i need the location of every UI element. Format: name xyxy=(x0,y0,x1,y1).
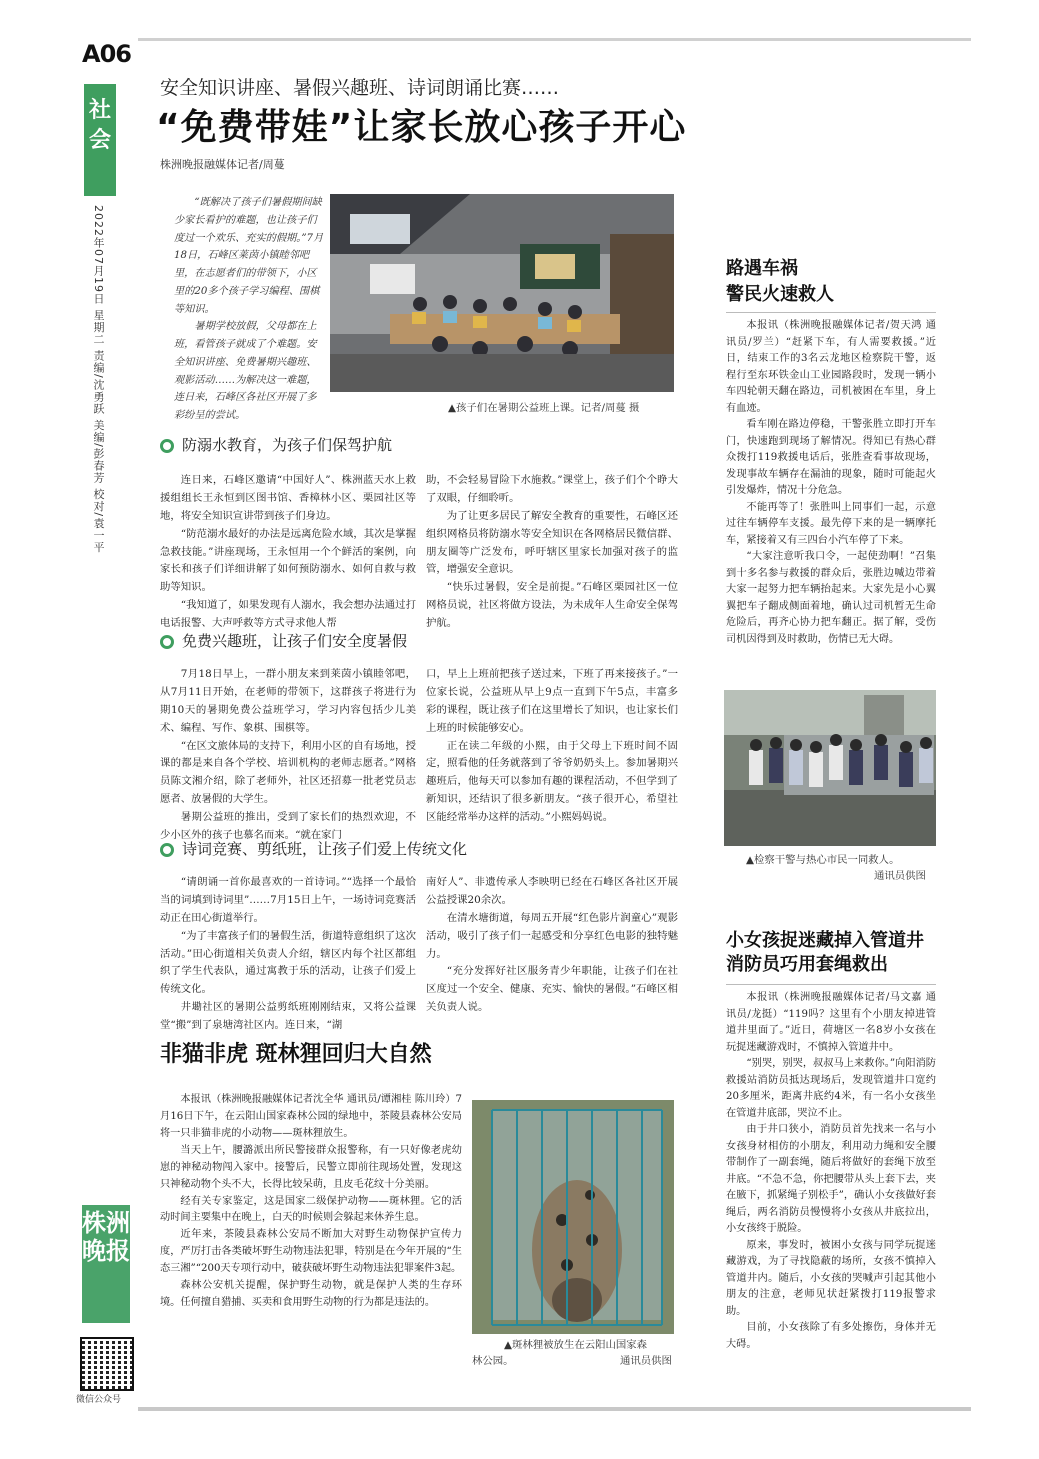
s2-col2 xyxy=(426,666,678,827)
story4-body xyxy=(726,990,936,1353)
paragraph: “大家注意听我口令，一起使劲啊！”召集到十多名参与救援的群众后，张胜边喊边带着大家一起努力把车辆抬起来。大家先是小心翼翼把车子翻成侧面着地，确认过司机暂无生命危险后，再齐心协力把车翻正。据了解，受伤司机因得到及时救助，伤情已无大碍。 xyxy=(726,551,936,645)
paragraph: 不能再等了！张胜叫上同事们一起，示意过往车辆停车支援。最先停下来的是一辆摩托车，紧接着又有三四台小汽车停了下来。 xyxy=(726,501,936,546)
story4-headline-1: 小女孩捉迷藏掉入管道井 xyxy=(726,930,924,951)
paragraph: “别哭，别哭，叔叔马上来救你。”向阳消防救援站消防员抵达现场后，发现管道井口宽约20多厘米，距离井底约4米，有一名小女孩坐在管道井底部，哭泣不止。 xyxy=(726,1058,936,1119)
paragraph: “为了丰富孩子们的暑假生活，街道特意组织了这次活动。”田心街道相关负责人介绍，辖区内每个社区都组织了学生代表队，通过寓教于乐的活动，让孩子们爱上传统文化。 xyxy=(160,929,416,996)
main-headline: “免费带娃”让家长放心孩子开心 xyxy=(156,107,687,148)
paragraph: 井墈社区的暑期公益剪纸班刚刚结束，又将公益课堂“搬”到了泉塘湾社区内。连日来，“湖 xyxy=(160,1001,416,1032)
paragraph: 南好人”、非遗传承人李映明已经在石峰区各社区开展公益授课20余次。 xyxy=(426,876,678,906)
story3-rule xyxy=(726,312,936,313)
paragraph: “我知道了，如果发现有人溺水，我会想办法通过打电话报警、大声呼救等方式寻求他人帮 xyxy=(160,599,416,630)
subhead-drowning xyxy=(160,434,392,457)
story3-body xyxy=(726,318,936,648)
civet-caption-1: ▲斑林狸被放生在云阳山国家森 xyxy=(504,1339,648,1351)
bottom-rule xyxy=(138,1407,971,1411)
intro-para: 暑期学校放假，父母都在上班，看管孩子就成了个难题。安全知识讲座、免费暑期兴趣班、观影活动……为解决这一难题，连日来，石峰区各社区开展了多彩纷呈的尝试。 xyxy=(174,321,317,421)
rescue-credit: 通讯员供图 xyxy=(874,870,926,882)
paragraph: 本报讯（株洲晚报融媒体记者沈全华 通讯员/谭湘桂 陈川玲）7月16日下午，在云阳山国家森林公园的绿地中，茶陵县森林公安局将一只非猫非虎的小动物——斑林狸放生。 xyxy=(160,1094,462,1139)
s3-col1 xyxy=(160,874,416,1035)
rescue-photo xyxy=(724,690,936,846)
kicker: 安全知识讲座、暑假兴趣班、诗词朗诵比赛…… xyxy=(160,77,560,99)
byline: 株洲晚报融媒体记者/周蔓 xyxy=(160,158,285,171)
paragraph: 为了让更多居民了解安全教育的重要性，石峰区还组织网格员将防溺水等安全知识在各网格居民微信群、朋友圈等广泛发布，呼吁辖区里家长加强对孩子的监管，增强安全意识。 xyxy=(426,509,678,576)
page-number: A06 xyxy=(82,40,131,68)
civet-caption-2: 林公园。 xyxy=(472,1355,514,1367)
qr-code-icon[interactable] xyxy=(80,1337,134,1391)
story2-headline: 非猫非虎 斑林狸回归大自然 xyxy=(160,1042,432,1067)
civet-photo-image xyxy=(472,1100,674,1334)
paragraph: 本报讯（株洲晚报融媒体记者/贺天鸿 通讯员/罗兰）“赶紧下车，有人需要救援。”近日，结束工作的3名云龙地区检察院干警，返程行至东环铁金山工业园路段时，发现一辆小车四轮朝天翻在路边，司机被困在车里，身上有血迹。 xyxy=(726,320,936,414)
paragraph: 连日来，石峰区邀请“中国好人”、株洲蓝天水上救援组组长王永恒到区图书馆、香樟林小区、栗园社区等地，将安全知识宣讲带到孩子们身边。 xyxy=(160,474,416,522)
paragraph: 暑期公益班的推出，受到了家长们的热烈欢迎，不少小区外的孩子也慕名而来。“就在家门 xyxy=(160,811,416,842)
intro-para: “既解决了孩子们暑假期间缺少家长看护的难题，也让孩子们度过一个欢乐、充实的假期。”7月18日，石峰区莱茵小镇睦邻吧里，在志愿者们的带领下，小区里的20多个孩子学习编程、围棋等知识。 xyxy=(174,197,324,315)
subhead-text: 免费兴趣班，让孩子们安全度暑假 xyxy=(182,632,408,650)
rescue-caption: ▲检察干警与热心市民一同救人。 xyxy=(746,854,900,866)
paragraph: 正在读二年级的小熙，由于父母上下班时间不固定，照看他的任务就落到了爷爷奶奶头上。参加暑期兴趣班后，他每天可以参加有趣的课程活动，不但学到了新知识，还结识了很多新朋友。“孩子很开心，希望社区能经常举办这样的活动。”小熙妈妈说。 xyxy=(426,739,678,824)
rescue-photo-image xyxy=(724,690,936,846)
paragraph: 近年来，茶陵县森林公安局不断加大对野生动物保护宣传力度，严厉打击各类破坏野生动物违法犯罪，特别是在今年开展的“生态三湘”“200天专项行动中，破获破坏野生动物违法犯罪案件3起。 xyxy=(160,1229,462,1275)
paragraph: “在区文旅体局的支持下，利用小区的自有场地，授课的都是来自各个学校、培训机构的老师志愿者。”网格员陈文湘介绍，除了老师外，社区还招募一批老党员志愿者、放暑假的大学生。 xyxy=(160,739,416,806)
section-tag xyxy=(84,84,116,196)
paragraph: “快乐过暑假，安全是前提。”石峰区栗园社区一位网格员说，社区将做方设法，为未成年人生命安全保驾护航。 xyxy=(426,581,678,630)
paragraph: 经有关专家鉴定，这是国家二级保护动物——斑林狸。它的活动时间主要集中在晚上，白天的时候则会躲起来休养生息。 xyxy=(160,1195,462,1224)
newspaper-logo: 株洲晚报 xyxy=(82,1205,130,1323)
paragraph: “防范溺水最好的办法是远离危险水域，其次是掌握急救技能。”讲座现场，王永恒用一个个鲜活的案例，向家长和孩子们详细讲解了如何预防溺水、如何自救与救助等知识。 xyxy=(160,527,416,594)
top-rule xyxy=(138,38,971,41)
bullet-icon xyxy=(160,843,174,857)
s1-col1 xyxy=(160,472,416,633)
bullet-icon xyxy=(160,439,174,453)
civet-credit: 通讯员供图 xyxy=(620,1355,672,1367)
story3-headline-2: 警民火速救人 xyxy=(726,284,834,305)
s2-col1 xyxy=(160,666,416,845)
paragraph: 看车刚在路边停稳，干警张胜立即打开车门，快速跑到现场了解情况。得知已有热心群众拨打119救援电话后，张胜查看事故现场，发现事故车辆存在漏油的现象，随时可能起火引发爆炸，情况十分危急。 xyxy=(726,419,936,497)
story4-rule xyxy=(726,984,936,985)
subhead-culture xyxy=(160,838,467,861)
paragraph: 在清水塘街道，每周五开展“红色影片润童心”观影活动，吸引了孩子们一起感受和分享红色电影的独特魅力。 xyxy=(426,911,678,960)
paragraph: 口，早上上班前把孩子送过来，下班了再来接孩子。”一位家长说，公益班从早上9点一直到下午5点，丰富多彩的课程，既让孩子们在这里增长了知识，也让家长们上班的时候能够安心。 xyxy=(426,668,678,734)
s1-col2 xyxy=(426,472,678,633)
subhead-text: 诗词竞赛、剪纸班，让孩子们爱上传统文化 xyxy=(182,840,468,858)
subhead-text: 防溺水教育，为孩子们保驾护航 xyxy=(182,436,393,454)
dateline: 2022年07月19日 星期二 责编/沈勇跃 美编/彭春芳 校对/袁一平 xyxy=(92,205,105,554)
wechat-label: 微信公众号 xyxy=(76,1395,122,1405)
section-label: 社会 xyxy=(88,98,111,153)
intro xyxy=(174,194,324,425)
paragraph: “请朗诵一首你最喜欢的一首诗词。”“选择一个最恰当的词填到诗词里”……7月15日上午，一场诗词竞赛活动正在田心街道举行。 xyxy=(160,876,416,924)
civet-photo xyxy=(472,1100,674,1334)
paragraph: 原来，事发时，被困小女孩与同学玩捉迷藏游戏，为了寻找隐蔽的场所，女孩不慎掉入管道井内。随后，小女孩的哭喊声引起其他小朋友的注意，老师见状赶紧拨打119报警求助。 xyxy=(726,1239,936,1317)
paragraph: “充分发挥好社区服务青少年职能，让孩子们在社区度过一个安全、健康、充实、愉快的暑假。”石峰区相关负责人说。 xyxy=(426,965,678,1014)
paragraph: 7月18日早上，一群小朋友来到莱茵小镇睦邻吧，从7月11日开始，在老师的带领下，这群孩子将进行为期10天的暑期免费公益班学习，学习内容包括少儿美术、编程、写作、象棋、围棋等。 xyxy=(160,668,416,734)
paragraph: 由于井口狭小，消防员首先找来一名与小女孩身材相仿的小朋友，利用动力绳和安全腰带制作了一副套绳，随后将做好的套绳下放至井底。“不急不急，你把腰带从头上套下去，夹在腋下，抓紧绳子别松手”，确认小女孩做好套绳后，两名消防员慢慢将小女孩从井底拉出，小女孩终于脱险。 xyxy=(726,1124,936,1235)
story3-headline-1: 路遇车祸 xyxy=(726,258,798,279)
paragraph: 森林公安机关提醒，保护野生动物，就是保护人类的生存环境。任何擅自猎捕、买卖和食用野生动物的行为都是违法的。 xyxy=(160,1280,462,1309)
subhead-free-class xyxy=(160,630,407,653)
story4-headline-2: 消防员巧用套绳救出 xyxy=(726,954,888,975)
paragraph: 本报讯（株洲晚报融媒体记者/马文嘉 通讯员/龙挺）“119吗？这里有个小朋友掉进管道井里面了。”近日，荷塘区一名8岁小女孩在玩捉迷藏游戏时，不慎掉入管道井中。 xyxy=(726,992,936,1053)
paragraph: 目前，小女孩除了有多处擦伤，身体并无大碍。 xyxy=(726,1322,936,1350)
classroom-photo-image xyxy=(330,194,674,392)
classroom-photo xyxy=(330,194,674,392)
classroom-caption: ▲孩子们在暑期公益班上课。记者/周蔓 摄 xyxy=(448,402,640,414)
bullet-icon xyxy=(160,635,174,649)
paragraph: 当天上午，腰潞派出所民警接群众报警称，有一只好像老虎幼崽的神秘动物闯入家中。接警后，民警立即前往现场处置，发现这只神秘动物个头不大，长得比较呆萌，且皮毛花纹十分美丽。 xyxy=(160,1144,462,1190)
paragraph: 助，不会轻易冒险下水施救。”课堂上，孩子们个个睁大了双眼，仔细聆听。 xyxy=(426,474,678,504)
story2-body xyxy=(160,1092,462,1312)
s3-col2 xyxy=(426,874,678,1017)
